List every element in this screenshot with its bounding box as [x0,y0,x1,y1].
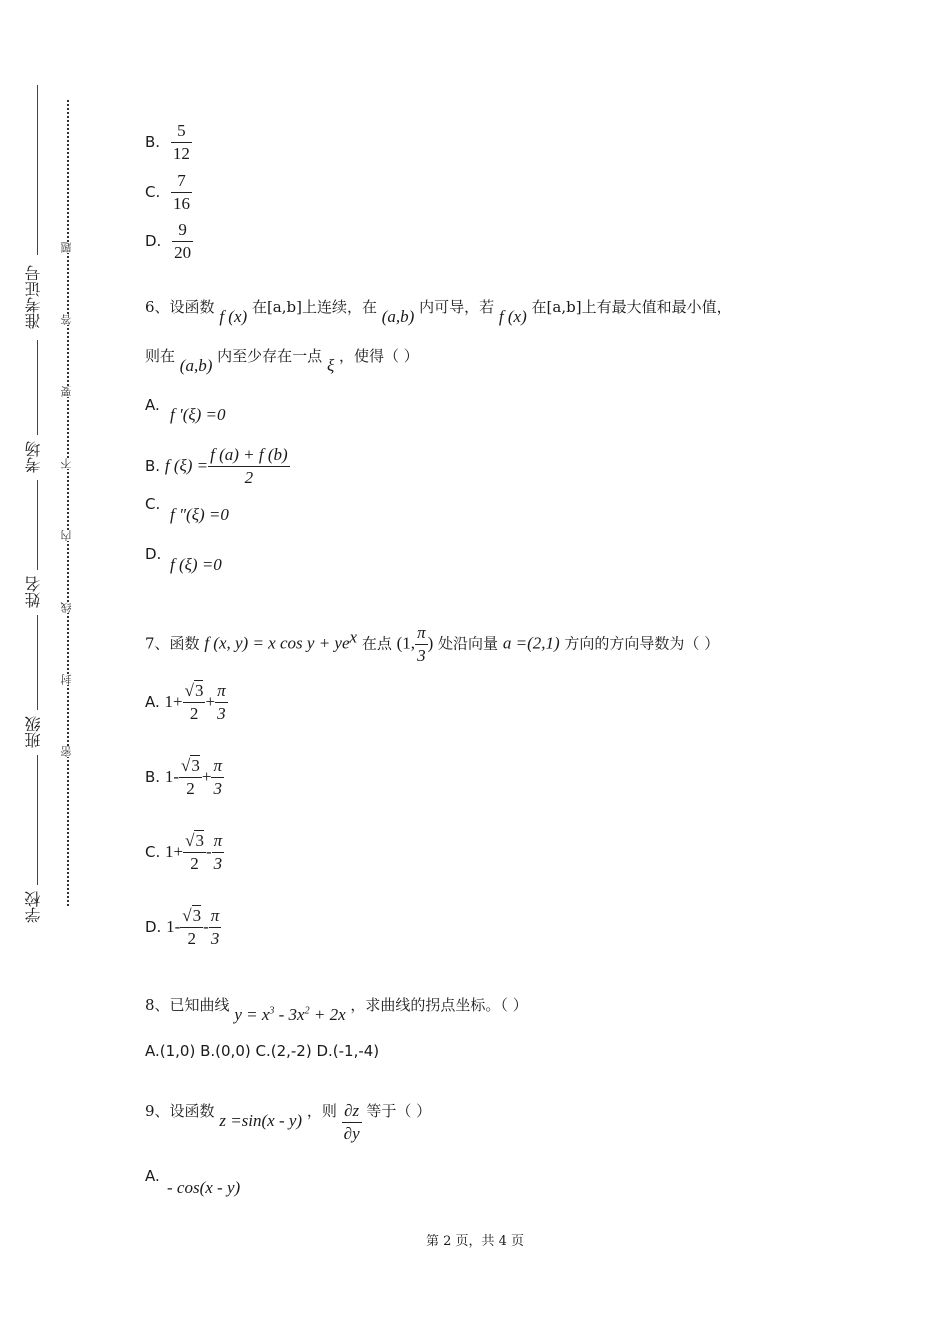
seal-char: 线 [60,602,73,613]
seal-char: 要 [60,386,73,397]
seal-char: 不 [60,458,73,469]
fraction: $\frac{9}{20}$ [174,220,192,262]
seal-char: 封 [60,674,73,685]
field-line [37,480,38,570]
seal-char: 答 [60,314,73,325]
q6-option-a [145,396,160,414]
option-label: A. [145,693,160,711]
question-6-line-1: 6、设函数 f (x) 在[a,b]上连续，在 (a,b) 内可导，若 f (x) 在[a,b]上有最大值和最小值， [145,298,732,326]
option-label: B. [145,133,161,151]
q6-option-c [145,495,160,513]
field-line [37,340,38,435]
option-label: D. [145,918,162,936]
q9-option-a-math: - cos(x - y) [167,1178,241,1197]
label-exam-number: 准考证号 [24,265,43,330]
q8-answers: A.(1,0) B.(0,0) C.(2,-2) D.(-1,-4) [145,1042,380,1060]
fraction: $\frac{\pi}{3}$ [210,906,220,948]
q6-option-a-math: f ′(ξ) =0 [170,405,226,424]
fraction: $\frac{√3}{2}$ [181,756,200,798]
seal-char: 题 [60,242,73,253]
seal-char: 内 [60,530,73,541]
field-line [37,85,38,255]
q5-option-c [145,170,192,215]
q7-option-b: B. 1- $\frac{√3}{2}$ + $\frac{\pi}{3}$ [145,756,222,798]
q6-option-b: B. f (ξ) = $\frac{f (a) + f (b)}{2}$ [145,445,288,487]
question-9: 9、设函数 z =sin(x - y) ，则 $\frac{\partial z}{\partial y}$ 等于（ ） [145,1101,432,1143]
q6-option-c-math: f ″(ξ) =0 [170,505,229,524]
option-label: D. [145,545,162,563]
q7-option-d: D. 1- $\frac{√3}{2}$ - $\frac{\pi}{3}$ [145,906,220,948]
q6-option-d [145,545,161,563]
fraction: $\frac{√3}{2}$ [182,906,202,948]
option-label: C. [145,843,161,861]
fraction: $\frac{√3}{2}$ [185,831,204,873]
question-7: 7、函数 f (x, y) = x $\cos y + ye^x$ 在点 (1, $\frac{\pi}{3}$ ) 处沿向量 a =(2,1) 方向的方向导数为（ ） [145,623,720,665]
label-exam-room: 考场 [24,441,43,474]
label-class: 班级 [24,716,43,749]
fraction: $\frac{\pi}{3}$ [417,623,426,665]
q5-option-d [145,219,193,264]
q9-option-a [145,1167,160,1185]
seal-dotted-line [67,100,69,906]
fraction: $\frac{5}{12}$ [172,121,190,163]
fraction: $\frac{\pi}{3}$ [217,681,226,723]
q6-option-d-math: f (ξ) =0 [170,555,222,574]
option-label: B. [145,768,161,786]
field-line [37,615,38,710]
option-label: C. [145,495,161,513]
fraction: $\frac{\pi}{3}$ [213,756,222,798]
fraction: $\frac{f (a) + f (b)}{2}$ [210,445,288,487]
fraction: $\frac{\pi}{3}$ [213,831,223,873]
option-label: C. [145,183,161,201]
label-name: 姓名 [24,576,43,609]
seal-char: 密 [60,746,73,757]
option-label: A. [145,1167,160,1185]
question-6-line-2: 则在 (a,b) 内至少存在一点 ξ ，使得（ ） [145,347,419,375]
option-label: A. [145,396,160,414]
option-label: B. [145,457,161,475]
q5-option-b [145,120,192,165]
equation: $y = x^3 - 3x^2 + 2x$ [234,1005,346,1024]
q7-option-c: C. 1+ $\frac{√3}{2}$ - $\frac{\pi}{3}$ [145,831,223,873]
option-label: D. [145,232,162,250]
fraction: $\frac{√3}{2}$ [184,681,204,723]
page-footer: 第 2 页，共 4 页 [425,1234,525,1249]
q7-option-a: A. 1+ $\frac{√3}{2}$ + $\frac{\pi}{3}$ [145,681,226,723]
label-school: 学校 [24,891,43,924]
fraction: $\frac{7}{16}$ [173,171,191,213]
fraction: $\frac{\partial z}{\partial y}$ [343,1101,360,1143]
field-line [37,755,38,885]
question-8: 8、已知曲线 $y = x^3 - 3x^2 + 2x$ ，求曲线的拐点坐标。（ ） [145,996,528,1024]
